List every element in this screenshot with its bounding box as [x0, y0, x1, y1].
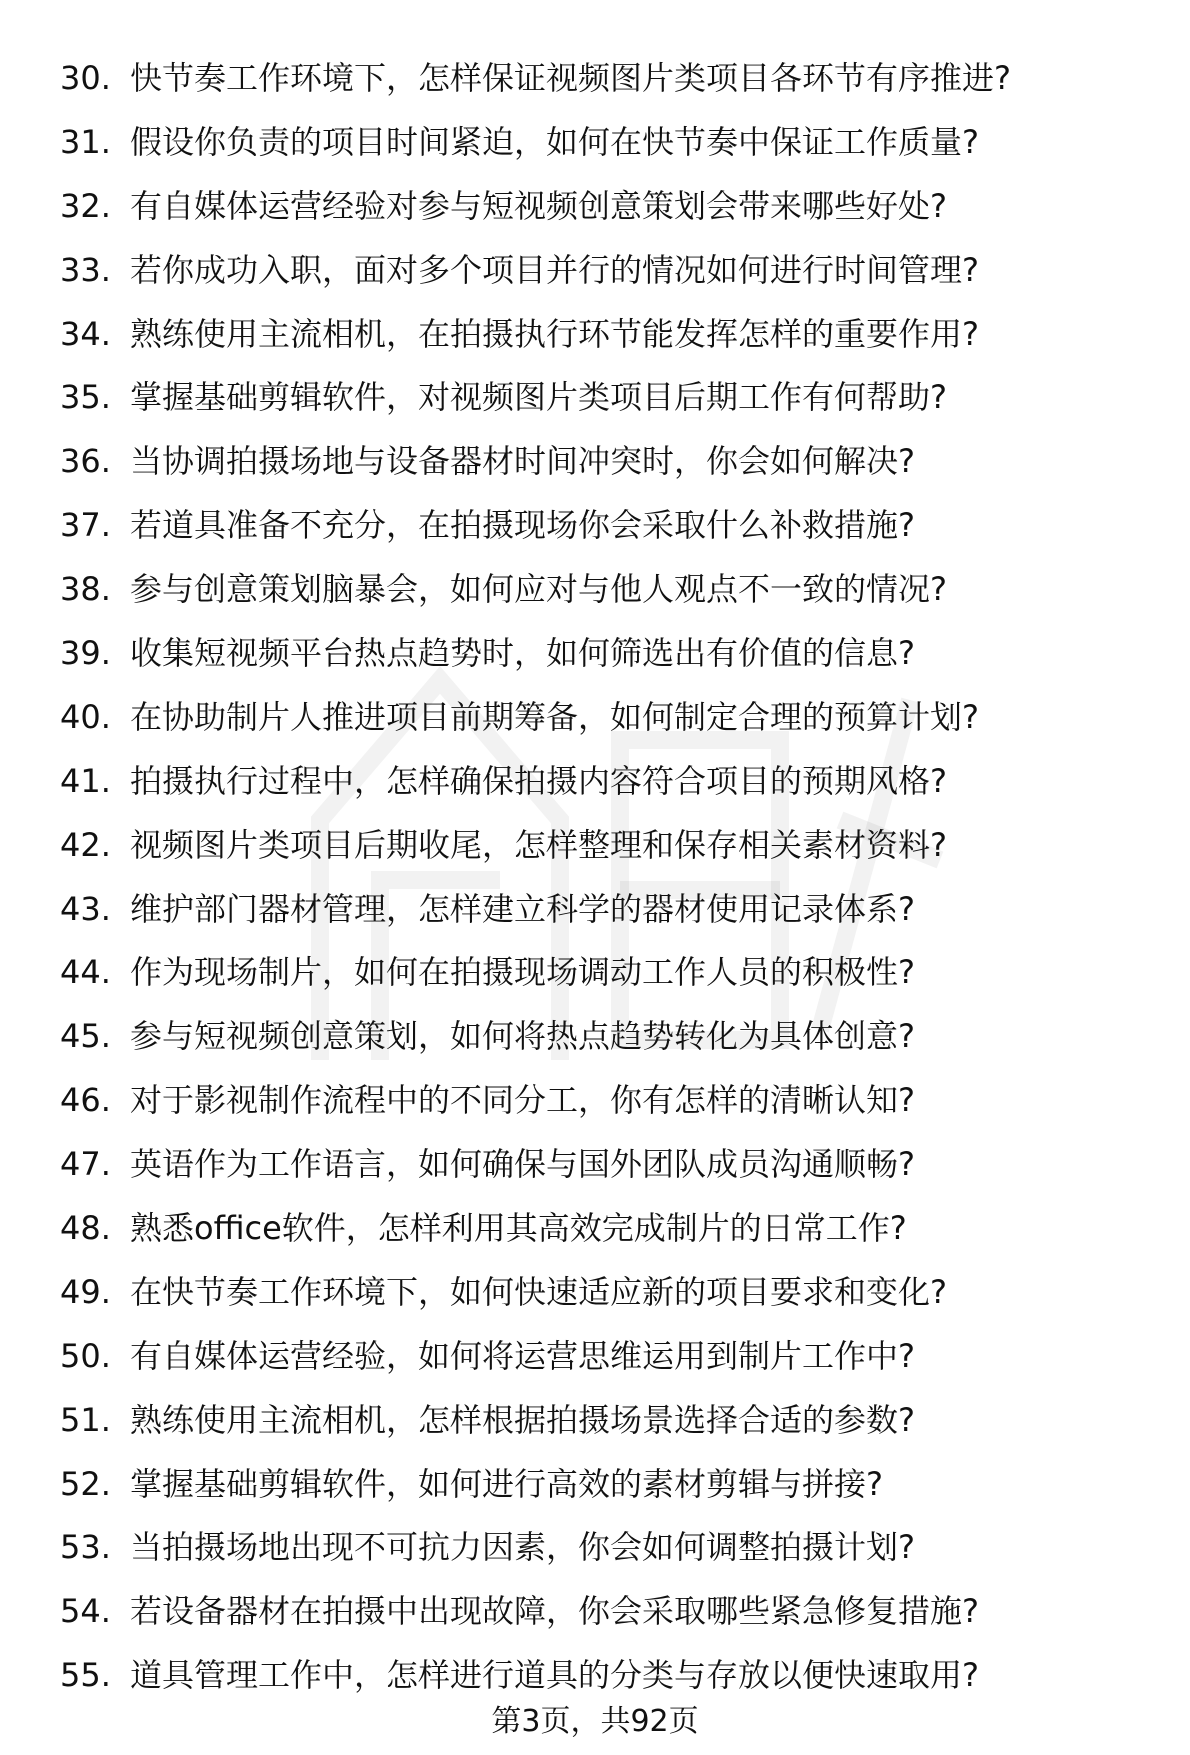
question-number: 55. [60, 1656, 111, 1695]
list-item [60, 749, 1160, 813]
list-item [60, 429, 1160, 493]
question-text: 维护部门器材管理，怎样建立科学的器材使用记录体系? [130, 889, 915, 928]
question-text: 有自媒体运营经验对参与短视频创意策划会带来哪些好处? [130, 186, 947, 225]
question-number: 36. [60, 442, 111, 481]
list-item [60, 1196, 1160, 1260]
question-text: 在协助制片人推进项目前期筹备，如何制定合理的预算计划? [130, 697, 979, 736]
question-number: 44. [60, 953, 111, 992]
question-number: 54. [60, 1592, 111, 1631]
list-item [60, 46, 1160, 110]
question-text: 若道具准备不充分，在拍摄现场你会采取什么补救措施? [130, 506, 915, 545]
question-number: 39. [60, 633, 111, 672]
question-text: 在快节奏工作环境下，如何快速适应新的项目要求和变化? [130, 1272, 947, 1311]
list-item [60, 1579, 1160, 1643]
question-text: 作为现场制片，如何在拍摄现场调动工作人员的积极性? [130, 953, 915, 992]
list-item [60, 493, 1160, 557]
question-number: 35. [60, 378, 111, 417]
question-text: 假设你负责的项目时间紧迫，如何在快节奏中保证工作质量? [130, 122, 979, 161]
list-item [60, 1388, 1160, 1452]
question-number: 46. [60, 1081, 111, 1120]
question-text: 熟悉office软件，怎样利用其高效完成制片的日常工作? [130, 1208, 907, 1247]
question-number: 52. [60, 1464, 111, 1503]
list-item [60, 1068, 1160, 1132]
list-item [60, 1260, 1160, 1324]
question-number: 41. [60, 761, 111, 800]
question-number: 40. [60, 697, 111, 736]
list-item [60, 940, 1160, 1004]
question-number: 33. [60, 250, 111, 289]
question-text: 掌握基础剪辑软件，如何进行高效的素材剪辑与拼接? [130, 1464, 883, 1503]
question-number: 38. [60, 570, 111, 609]
question-number: 34. [60, 314, 111, 353]
list-item [60, 685, 1160, 749]
list-item [60, 1643, 1160, 1707]
list-item [60, 1452, 1160, 1516]
question-text: 英语作为工作语言，如何确保与国外团队成员沟通顺畅? [130, 1145, 915, 1184]
list-item [60, 1132, 1160, 1196]
question-number: 31. [60, 122, 111, 161]
question-text: 对于影视制作流程中的不同分工，你有怎样的清晰认知? [130, 1081, 915, 1120]
list-item [60, 813, 1160, 877]
question-text: 快节奏工作环境下，怎样保证视频图片类项目各环节有序推进? [130, 58, 1011, 97]
question-text: 若设备器材在拍摄中出现故障，你会采取哪些紧急修复措施? [130, 1592, 979, 1631]
list-item [60, 621, 1160, 685]
list-item [60, 174, 1160, 238]
list-item [60, 1515, 1160, 1579]
list-item [60, 1324, 1160, 1388]
question-text: 熟练使用主流相机，在拍摄执行环节能发挥怎样的重要作用? [130, 314, 979, 353]
list-item [60, 365, 1160, 429]
question-text: 收集短视频平台热点趋势时，如何筛选出有价值的信息? [130, 633, 915, 672]
question-number: 49. [60, 1272, 111, 1311]
question-number: 50. [60, 1336, 111, 1375]
question-number: 45. [60, 1017, 111, 1056]
question-list [60, 46, 1160, 1707]
list-item [60, 110, 1160, 174]
question-text: 参与短视频创意策划，如何将热点趋势转化为具体创意? [130, 1017, 915, 1056]
question-text: 当协调拍摄场地与设备器材时间冲突时，你会如何解决? [130, 442, 915, 481]
question-text: 有自媒体运营经验，如何将运营思维运用到制片工作中? [130, 1336, 915, 1375]
question-number: 53. [60, 1528, 111, 1567]
question-number: 42. [60, 825, 111, 864]
list-item [60, 238, 1160, 302]
question-text: 参与创意策划脑暴会，如何应对与他人观点不一致的情况? [130, 570, 947, 609]
list-item [60, 302, 1160, 366]
question-number: 51. [60, 1400, 111, 1439]
list-item [60, 557, 1160, 621]
question-number: 30. [60, 58, 111, 97]
page-number: 第3页，共92页 [491, 1704, 699, 1739]
question-number: 32. [60, 186, 111, 225]
question-number: 43. [60, 889, 111, 928]
question-number: 47. [60, 1145, 111, 1184]
question-text: 道具管理工作中，怎样进行道具的分类与存放以便快速取用? [130, 1656, 979, 1695]
list-item [60, 1004, 1160, 1068]
question-number: 48. [60, 1208, 111, 1247]
list-item [60, 877, 1160, 941]
question-text: 视频图片类项目后期收尾，怎样整理和保存相关素材资料? [130, 825, 947, 864]
question-number: 37. [60, 506, 111, 545]
question-text: 当拍摄场地出现不可抗力因素，你会如何调整拍摄计划? [130, 1528, 915, 1567]
question-text: 掌握基础剪辑软件，对视频图片类项目后期工作有何帮助? [130, 378, 947, 417]
question-text: 熟练使用主流相机，怎样根据拍摄场景选择合适的参数? [130, 1400, 915, 1439]
question-text: 若你成功入职，面对多个项目并行的情况如何进行时间管理? [130, 250, 979, 289]
question-text: 拍摄执行过程中，怎样确保拍摄内容符合项目的预期风格? [130, 761, 947, 800]
